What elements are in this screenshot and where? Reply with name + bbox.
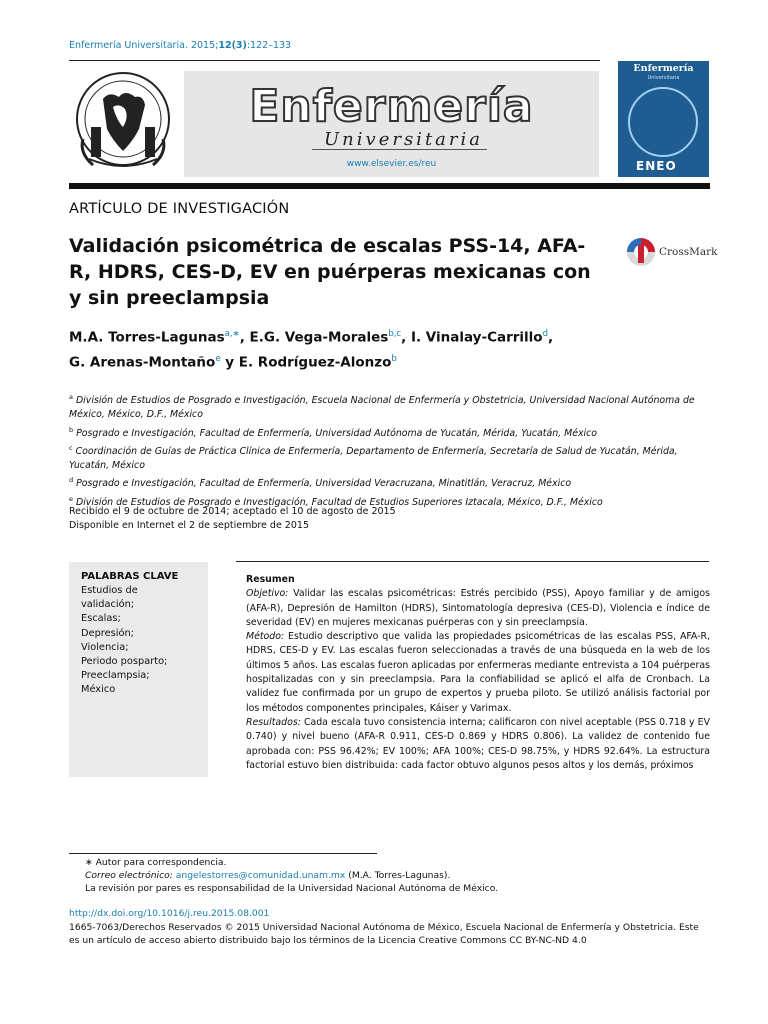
unam-seal-logo [69,69,177,177]
abstract-rule [236,561,709,562]
peer-review-note: La revisión por pares es responsabilidad de la Universidad Nacional Autónoma de México. [85,883,499,894]
affiliation-item [69,441,712,474]
keyword-item: Estudios de [81,585,138,596]
doi-link[interactable]: http://dx.doi.org/10.1016/j.reu.2015.08.001 [69,908,270,919]
crossmark-icon [626,237,656,267]
metodo-label: Método: [246,631,285,643]
journal-banner [184,71,599,177]
email-owner: (M.A. Torres-Lagunas). [345,870,451,881]
affiliation-text: Posgrado e Investigación, Facultad de Enfermería, Universidad Veracruzana, Minatitlán, Veracruz, México [73,478,572,490]
keyword-item: validación; [81,599,135,611]
affiliation-text: División de Estudios de Posgrado e Investigación, Escuela Nacional de Enfermería y Obstetricia, Universidad Nacional Autónoma de México, México, D.F., México [69,395,695,421]
author-name: M.A. Torres-Lagunas [69,329,225,346]
footnote-rule [69,853,377,854]
copyright-notice: 1665-7063/Derechos Reservados © 2015 Universidad Nacional Autónoma de México, Escuela Nacional de Enfermería y Obstetricia. Este es un artículo de acceso abierto distribuido bajo los términos de la Licencia Creative Commons CC BY-NC-ND 4.0 [69,922,699,946]
author-separator: , [547,329,554,346]
affiliation-key: b [69,425,74,434]
abstract-objetivo [246,587,710,630]
author-email-link[interactable]: angelestorres@comunidad.unam.mx [175,870,346,881]
resultados-text: Cada escala tuvo consistencia interna; calificaron con nivel aceptable (PSS 0.718 y EV 0.740) y nivel bueno (AFA-R 0.911, CES-D 0.869 y HDRS 0.806). La validez de contenido fue aprobada con: PSS 96.42%; EV 100%; AFA 100%; CES-D 98.75%, y HDRS 92.64%. La estructura factorial estuvo bien distribuida: cada factor obtuvo algunos pesos altos y los demás, próximos [246,716,710,771]
journal-url[interactable]: www.elsevier.es/reu [346,159,437,169]
author-separator: y [220,354,239,370]
keywords-box [69,562,208,777]
affiliation-text: Coordinación de Guías de Práctica Clínica de Enfermería, Departamento de Enfermería, Secretaría de Salud de Yucatán, Mérida, Yucatán, México [69,445,678,472]
affiliation-key: d [69,476,74,485]
crossmark-badge[interactable] [626,237,716,267]
cover-title: Enfermería [633,63,694,74]
keyword-item: Violencia; [81,641,129,653]
abstract-heading: Resumen [246,574,295,585]
article-title: Validación psicométrica de escalas PSS-14, AFA-R, HDRS, CES-D, EV en puérperas mexicanas con y sin preeclampsia [69,235,591,309]
cover-subtitle: Universitaria [647,75,680,81]
affiliation-item [69,473,712,491]
affiliation-item [69,390,712,423]
crossmark-label: CrossMark [659,246,718,258]
journal-subtitle: Universitaria [324,129,483,150]
article-dates [69,505,396,533]
author-name: I. Vinalay-Carrillo [410,329,543,346]
author-affil-ref[interactable]: b,c [388,329,402,339]
resultados-label: Resultados: [246,716,301,728]
online-date: Disponible en Internet el 2 de septiembre de 2015 [69,520,309,531]
affiliation-text: Posgrado e Investigación, Facultad de Enfermería, Universidad Autónoma de Yucatán, Mérida, Yucatán, México [73,427,598,439]
affiliation-key: c [69,443,73,452]
keyword-item: Periodo posparto; [81,656,168,668]
journal-title: Enfermería [249,81,534,132]
journal-cover [618,61,709,177]
author-affil-ref[interactable]: b [391,353,397,364]
author-list [69,324,709,373]
author-separator: , [239,329,250,346]
affiliation-item [69,423,712,441]
corresponding-note: ∗ Autor para correspondencia. [85,857,227,868]
author-separator: , [401,329,411,346]
citation-pages: :122–133 [246,40,292,51]
header-rule [69,60,600,61]
author-name: G. Arenas-Montaño [69,354,216,370]
author-affil-ref[interactable]: e [215,353,221,364]
article-type: ARTÍCULO DE INVESTIGACIÓN [69,201,290,217]
header-thick-rule [69,183,710,189]
email-label: Correo electrónico: [85,870,173,881]
cover-badge: ENEO [636,159,677,173]
citation-journal: Enfermería Universitaria. 2015; [69,40,219,51]
citation-volume: 12(3) [218,40,247,51]
affiliations [69,390,712,510]
abstract [246,573,710,773]
journal-citation[interactable] [69,40,291,51]
affiliation-key: a [69,393,73,401]
email-note [69,869,709,882]
abstract-metodo [246,630,710,716]
author-name: E. Rodríguez-Alonzo [238,354,392,370]
author-affil-ref[interactable]: d [542,329,548,339]
abstract-resultados [246,716,710,773]
objetivo-text: Validar las escalas psicométricas: Estrés percibido (PSS), Apoyo familiar y de amigos (AFA-R), Depresión de Hamilton (HDRS), Sintomatología depresiva (CES-D), Violencia e índice de severidad (EV) en mujeres mexicanas puérperas con y sin preeclampsia. [246,588,710,628]
cover-emblem [628,87,698,157]
footnotes [69,856,709,895]
keywords-heading: PALABRAS CLAVE [81,571,179,582]
keyword-item: Escalas; [81,613,121,625]
author-affil-ref[interactable]: a,∗ [224,329,240,339]
keyword-item: Preeclampsia; [81,670,150,682]
keyword-item: Depresión; [81,627,134,639]
affiliation-key: e [69,494,73,503]
metodo-text: Estudio descriptivo que valida las propiedades psicométricas de las escalas PSS, AFA-R, HDRS, CES-D y EV. Las escalas fueron seleccionadas a través de una búsqueda en la web de los últimos 5 años. Las escalas fueron aplicadas por enfermeras mediante entrevista a 104 puérperas hospitalizadas con y sin preeclampsia. Para la confiabilidad se aplicó el alfa de Cronbach. La validez fue confirmada por un grupo de expertos y prueba piloto. Se utilizó análisis factorial por los métodos componentes principales, Káiser y Varimax. [246,631,710,714]
keyword-item: México [81,684,116,696]
objetivo-label: Objetivo: [246,588,289,600]
author-name: E.G. Vega-Morales [249,329,389,346]
affiliation-text: División de Estudios de Posgrado e Investigación, Facultad de Estudios Superiores Iztacala, México, D.F., México [73,496,603,508]
received-date: Recibido el 9 de octubre de 2014; aceptado el 10 de agosto de 2015 [69,506,396,517]
